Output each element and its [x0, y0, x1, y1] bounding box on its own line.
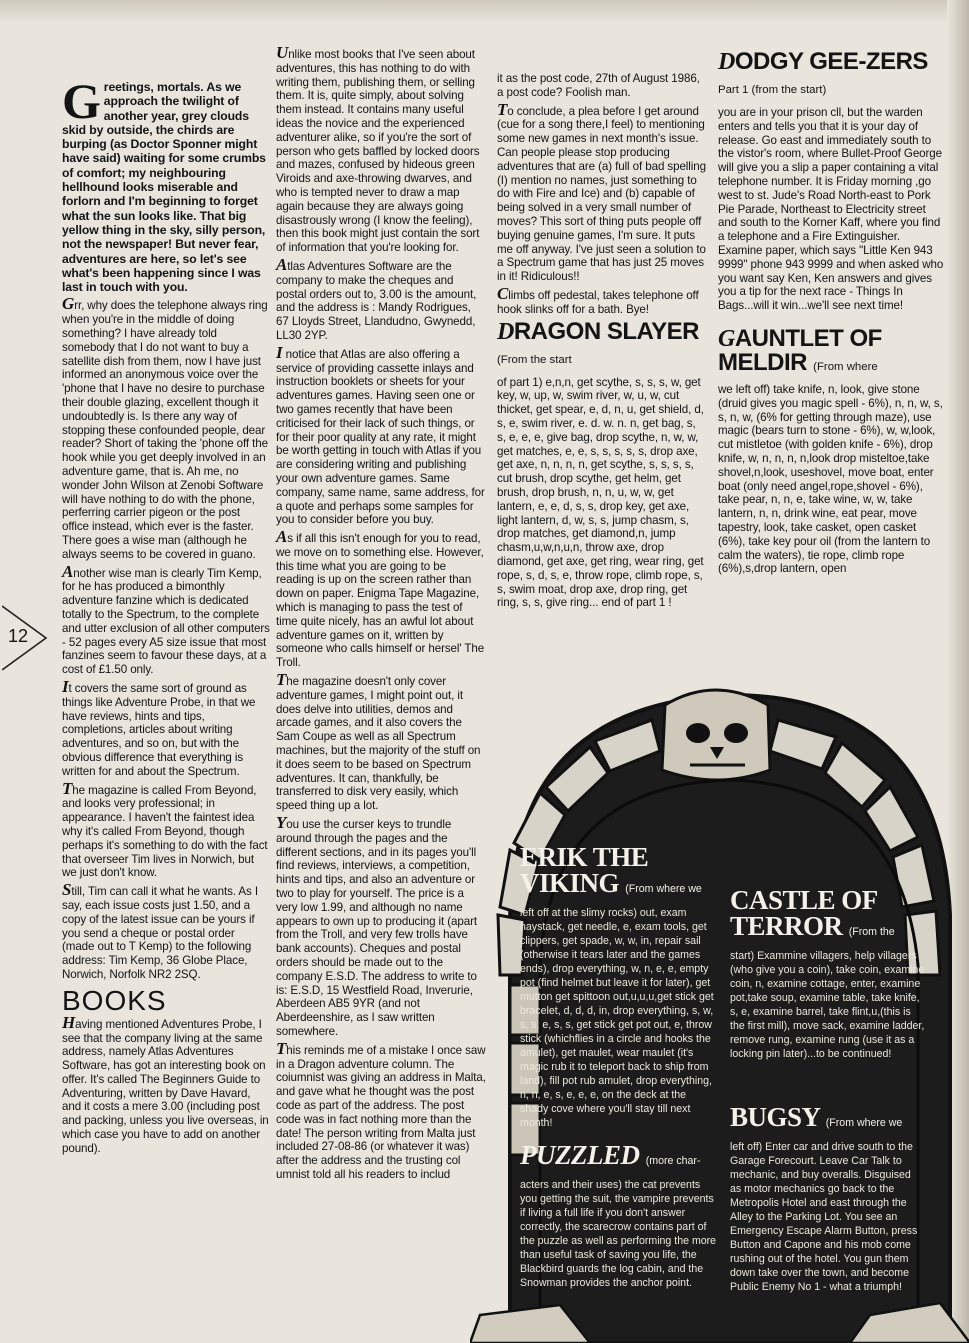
paragraph-text: ou use the curser keys to trundle around through the pages and the different sections, and in its pages you'll find reviews, interviews, a competition, hints and tips, and also an adventure or two to play for yourself. The price is a very low 1.99, and although no name appears to own up to producing it (apart from the Troll, and very few trolls have bank accounts). Cheques and postal orders should be made out to the company E.S.D. The address to write to is: E.S.D, 15 Westfield Road, Inverurie, Aberdeen AB5 9YR (and not Aberdeenshire, as I saw written somewhere.: [276, 818, 477, 1038]
paragraph: [62, 676, 270, 779]
drop-initial: A: [276, 527, 288, 547]
drop-initial: Y: [276, 813, 287, 833]
paragraph: [62, 294, 270, 561]
paragraph-text: t covers the same sort of ground as things like Adventure Probe, in that we have reviews, hints and tips, completions, articles about writing adventures, and so on, but with the obvious difference that everything is written for and about the Spectrum.: [62, 681, 256, 778]
paragraph-text: nother wise man is clearly Tim Kemp, for he has produced a bimonthly adventure fanzine which is dedicated totally to the Spectrum, to the complete and utter exclusion of all other computers - 52 pages every A5 size issue that most fanzines seem to favour these days, at a cost of £1.50 only.: [62, 566, 270, 677]
paragraph: [497, 99, 707, 284]
drop-initial: C: [497, 283, 509, 303]
drop-initial: T: [62, 778, 73, 798]
puzzled-section: [520, 1140, 718, 1290]
page-top-edge: [0, 0, 969, 22]
column-3: [497, 72, 707, 613]
paragraph-text: till, Tim can call it what he wants. As I say, each issue costs just 1.50, and a copy of the latest issue can be yours if you send a cheque or postal order (made out to T Kemp) to the following address: Tim Kemp, 36 Globe Place, Norwich, Norfolk NR2 2SQ.: [62, 885, 258, 981]
erik-text: left off at the slimy rocks) out, exam haystack, get needle, e, exam tools, get clippers, get spade, w, w, in, repair sail (otherwise it tears later and the games ends), drop everything, w, n, e, e, empty pot (find helmet but leave it for later), get mutton get spittoon out,u,u,u,get stick get bracelet, d, d, d, in, drop everything, s, w, s, s, e, s, s, get stick get pot out, e, throw stick (whichflies in a circle and hooks the amulet), get maulet, wear maulet (it's magic rub it to teleport back to ship from land), fill pot rub amulet, drop everything, n, n, e, s, e, e, e, on the deck at the shady cove where you'll stay till next month!: [520, 907, 714, 1129]
gauntlet-heading: [718, 324, 946, 379]
paragraph: [62, 561, 270, 677]
drop-initial: I: [62, 676, 69, 696]
castle-heading: [730, 887, 925, 945]
paragraph-text: rr, why does the telephone always ring when you're in the middle of doing something? I have already told somebody that I do not want to buy a satellite dish from them, now I have just informed an anonymous voice over the 'phone that I have no desire to purchase their double glazing, excellent though it undoubtedly is. Is there any way of stopping these confounded people, dear reader? Short of taking the 'phone off the hook while you get deeply involved in an adventure game, that is. Ah me, no wonder John Wilson at Zenobi Software will have nothing to do with the phone, perferring carrier pigeon or the post office instead, which ever is the faster. There goes a wise man (although he always seems to be covered in guano.: [62, 299, 268, 561]
heading-text: PUZZLED: [520, 1140, 640, 1170]
paragraph: [62, 880, 270, 982]
heading-text: ODGY GEE-ZERS: [734, 48, 928, 75]
heading-initial: D: [497, 318, 514, 345]
paragraph: [62, 778, 270, 881]
books-paragraph: [62, 1012, 270, 1156]
paragraph-text: aving mentioned Adventures Probe, I see that the company living at the same address, namely Atlas Adventures Software, has got an interesting book on offer. It's called The Beginners Guide to Adventuring, written by Dave Havard, and it costs a mere 3.00 (including post and packing, unless you live overseas, in which case you have to add on another pound).: [62, 1017, 269, 1155]
paragraph-text: he magazine doesn't only cover adventure games, I might point out, it does delve into utilities, demos and arcade games, and it also covers the Sam Coupe as well as all Spectrum machines, but the majority of the stuff on it does seem to be based on Spectrum adventures. It can, thankfully, be transferred to disk very easily, which speed thing up a lot.: [276, 675, 481, 813]
heading-subtitle: (From where: [813, 360, 878, 373]
paragraph: [497, 72, 707, 100]
erik-heading: [520, 844, 716, 902]
heading-text: RAGON SLAYER: [513, 317, 699, 345]
gauntlet-text: we left off) take knife, n, look, give stone (druid gives you magic spell - 6%), n, n, w, s, s, n, w, (6% for getting through maze), use magic (bears turn to stone - 6%), w, w,look, cut mistletoe (with golden knife - 6%), drop knife, w, n, n, n, n,look drop misteltoe,take shovel,n,look, useshovel, move boat, enter boat (only need angel,rope,shovel - 6%), take pear, n, n, e, take wine, w, w, take lantern, n, n, drink wine, eat pear, move tapestry, look, take casket, open casket (6%), take key pour oil (from the lantern to calm the waters), tie rope, climb rope (6%),s,drop lantern, open: [718, 382, 943, 576]
erik-the-viking-section: [520, 842, 716, 1130]
heading-subtitle: (From where we: [825, 1117, 903, 1129]
dodgy-geezers-text: you are in your prison cll, but the warden enters and tells you that it is your day of release. Go east and immediately south to the vistor's room, where Bullet-Proof George will give you a slip a paper containing a vital telephone number. It is Friday morning ,go west to st. Jude's Road North-east to Pork Pie Parade, Northeast to Electricity street and south to the Korner Kaff, where you find a telephone and a Fire Extinguisher. Examine paper, which says "Little Ken 943 9999" phone 943 9999 and when asked who you want say Ken, Ken answers and gives you a tip for the next race - Things In Bags...will it win...we'll see next time!: [718, 106, 944, 313]
heading-subtitle: Part 1 (from the start): [718, 84, 827, 96]
bugsy-section: [730, 1102, 920, 1294]
paragraph-text: limbs off pedestal, takes telephone off hook slinks off for a bath. Bye!: [497, 288, 699, 316]
heading-initial: G: [718, 325, 735, 352]
paragraph-text: he magazine is called From Beyond, and looks very professional; in appearance. I haven't the faintest idea why it's called From Beyond, though perhaps it's something to do with the fact that overseer Tim lives in Norwich, but we just don't know.: [62, 783, 268, 880]
castle-text: start) Exammine villagers, help villagers (who give you a coin), take coin, examine coin, n, examine cottage, enter, examine pot,take soup, examine table, take knife, s, e, examine barrel, take flint,u,(this is the first mill), move sack, examine ladder, remove rung, examine rung (use it as a locking pin later)...to be continued!: [730, 950, 925, 1060]
bugsy-text: left off) Enter car and drive south to the Garage Forecourt. Leave Car Talk to mechanic, and buy overalls. Disguised as motor mechanics go back to the Metropolis Hotel and east through the Alley to the Parking Lot. You see an Emergency Escape Alarm Button, press Button and Capone and his mob come rushing out of the hotel. You gun them down take over the town, and become Public Enemy No 1 - what a triumph!: [730, 1141, 918, 1293]
page-number: 12: [8, 626, 29, 646]
bugsy-heading: [730, 1104, 920, 1136]
paragraph: [497, 283, 707, 317]
drop-initial: U: [276, 43, 289, 62]
paragraph-text: s if all this isn't enough for you to read, we move on to something else. However, this time what you are going to be reading is up on the screen rather than down on paper. Enigma Tape Magazine, which is managing to pass the test of time quite nicely, has an awful lot about adventure games on it, written by someone who calls himself or hersel' The Troll.: [276, 532, 485, 670]
dragon-slayer-heading: [497, 317, 707, 372]
paragraph-text: o conclude, a plea before I get around (cue for a song there,I feel) to mentioning some new games in next month's issue. Can people please stop producing adventures that are (a) full of bad spelling (I) mention no names, just something to do with Fire and Ice) and (b) capable of being solved in a very small number of moves? This sort of thing puts people off buying genuine games, I'm sure. It puts me off anyway. I've just seen a solution to a Spectrum game that has just 25 moves in it! Ridiculous!!: [497, 104, 706, 284]
paragraph: [276, 813, 486, 1039]
skull-keystone-icon: [662, 690, 770, 780]
castle-of-terror-section: [730, 885, 925, 1061]
paragraph: [276, 1038, 486, 1182]
drop-initial: T: [276, 670, 287, 690]
books-heading: BOOKS: [62, 984, 167, 1016]
paragraph-text: nlike most books that I've seen about adventures, this has nothing to do with writing them, publishing them, or selling them. It is, quite simply, about solving them instead. It contains many useful ideas the novice and the experienced adventurer alike, so if you're the sort of person who gets baffled by locked doors and mazes, confused by hideous green Viroids and axe-throwing dwarves, and who is tempted never to draw a map again because they are always going disastrously wrong (I know the feeling), then this book might just contain the sort of information that you're looking for.: [276, 48, 480, 255]
paragraph: [276, 43, 486, 255]
paragraph-text: tlas Adventures Software are the company to make the cheques and postal orders out to, 3.00 is the amount, and the address is : Mandy Rodrigues, 67 Lloyds Street, Llandudno, Gwynedd, LL30 2YP.: [276, 259, 477, 342]
paragraph-text: it as the post code, 27th of August 1986, a post code? Foolish man.: [497, 72, 700, 99]
heading-text: BUGSY: [730, 1102, 820, 1132]
paragraph-text: his reminds me of a mistake I once saw in a Dragon adventure column. The coiumnist was giving an address in Malta, and gave what he thought was the post code as part of the address. The post code was in fact nothing more than the date! The person writing from Malta just included 27-08-86 (or whatever it was) after the address and the trusting col umnist told all his readers to includ: [276, 1043, 486, 1181]
drop-initial: T: [497, 99, 508, 119]
column-2: [276, 43, 486, 1185]
paragraph: [276, 254, 486, 343]
column-1: [62, 73, 270, 1159]
heading-subtitle: (more char-: [645, 1155, 701, 1167]
heading-text: CASTLE OF TERROR: [730, 885, 877, 941]
paragraph-text: notice that Atlas are also offering a service of providing cassette inlays and instruction booklets or sheets for your adventures games. Having seen one or two games recently that have been criticised for their lack of such things, or for their poor quality at any rate, it might be worth getting in touch with Atlas if you are considering writing and publishing your own adventure games. Same company, same name, same address, for a quote and perhaps some samples for you to consider before you buy.: [276, 347, 485, 527]
dragon-slayer-text: of part 1) e,n,n, get scythe, s, s, s, w, get key, w, up, w, swim river, w, u, w, cut thicket, get spear, e, d, n, u, get shield, d, s, e, swim river, e. d. w. n. n, get bag, s, s, e, e, e, give bag, drop scythe, n, w, w, get matches, e, e, s, s, s, s, s, drop axe, get axe, n, n, n, n, get scythe, s, s, s, s, cut brush, drop scythe, get helm, get brush, drop brush, n, n, u, w, w, get lantern, e, e, d, s, s, drop key, get axe, light lantern, d, w, s, s, jump chasm, s, drop matches, get diamond,n, jump chasm,u,w,n,u,n, throw axe, drop diamond, get axe, get ring, wear ring, get rope, s, d, s, e, throw rope, climb rope, s, s, swim moat, drop axe, drop ring, get ring, s, s, give ring... end of part 1 !: [497, 375, 704, 610]
heading-text: AUNTLET OF MELDIR: [718, 324, 882, 376]
heading-subtitle: (From the start: [497, 353, 572, 366]
intro-text: reetings, mortals. As we approach the twilight of another year, grey clouds skid by outside, the chirds are burping (as Doctor Sponner might have said) waiting for some crumbs of comfort; my neighbouring hellhound looks miserable and forlorn and I'm beginning to forget what the sun looks like. That big yellow thing in the sky, silly person, not the newspaper! But never fear, adventures are here, so let's see what's been happening since I was last in touch with you.: [62, 80, 266, 295]
paragraph: [276, 527, 486, 670]
dodgy-geezers-heading: [718, 50, 946, 102]
drop-initial: G: [62, 294, 75, 314]
puzzled-text: acters and their uses) the cat prevents you getting the suit, the vampire prevents if living a full life if you don't answer correctly, the scarecrow contains part of the puzzle as well as performing the more than useful task of saving you life, the Blackbird guards the log cabin, and the Snowman provides the anchor point.: [520, 1179, 717, 1289]
drop-initial: S: [62, 880, 72, 900]
intro-paragraph: [62, 73, 270, 295]
paragraph: [276, 342, 486, 527]
drop-initial: T: [276, 1038, 287, 1058]
heading-text: ERIK THE VIKING: [520, 842, 649, 898]
drop-initial: A: [62, 561, 74, 581]
drop-cap: G: [62, 73, 101, 129]
puzzled-heading: [520, 1142, 718, 1174]
drop-initial: I: [276, 342, 283, 362]
heading-subtitle: (From where we: [625, 883, 702, 895]
page-number-marker: [2, 598, 50, 678]
heading-subtitle: (From the: [848, 926, 895, 938]
paragraph: [276, 670, 486, 813]
drop-initial: A: [276, 254, 288, 274]
column-4: [718, 48, 946, 579]
drop-initial: H: [62, 1012, 76, 1032]
heading-initial: D: [718, 49, 735, 75]
